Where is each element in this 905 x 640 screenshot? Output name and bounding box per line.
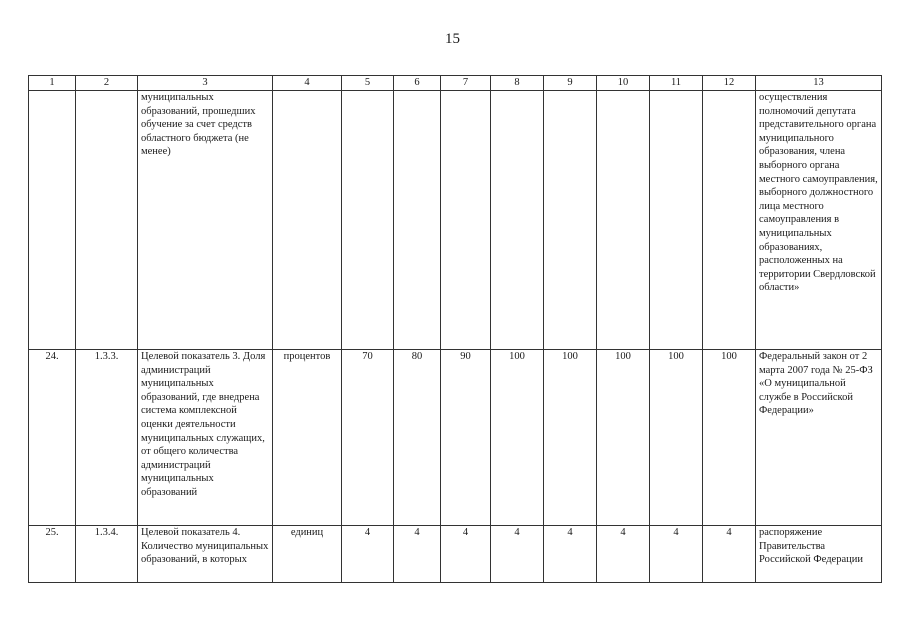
row-unit: единиц xyxy=(273,526,342,583)
row-code: 1.3.4. xyxy=(76,526,138,583)
column-number: 9 xyxy=(544,76,597,91)
row-value: 80 xyxy=(394,350,441,526)
row-value: 100 xyxy=(703,350,756,526)
row-unit xyxy=(273,91,342,350)
column-number: 10 xyxy=(597,76,650,91)
row-value: 4 xyxy=(597,526,650,583)
column-number: 3 xyxy=(138,76,273,91)
column-number: 11 xyxy=(650,76,703,91)
row-value xyxy=(441,91,491,350)
row-code xyxy=(76,91,138,350)
row-value: 4 xyxy=(703,526,756,583)
row-description: Целевой показатель 4. Количество муниципальных образований, в которых xyxy=(138,526,273,583)
row-value: 100 xyxy=(491,350,544,526)
indicators-table xyxy=(28,75,882,583)
row-value xyxy=(597,91,650,350)
row-basis: распоряжение Правительства Российской Федерации xyxy=(756,526,882,583)
row-code: 1.3.3. xyxy=(76,350,138,526)
column-number: 7 xyxy=(441,76,491,91)
row-description: муниципальных образований, прошедших обучение за счет средств областного бюджета (не менее) xyxy=(138,91,273,350)
row-description: Целевой показатель 3. Доля администраций муниципальных образований, где внедрена система комплексной оценки деятельности муниципальных служащих, от общего количества администраций муниципальных образований xyxy=(138,350,273,526)
column-number: 8 xyxy=(491,76,544,91)
row-value xyxy=(544,91,597,350)
row-unit: процентов xyxy=(273,350,342,526)
column-number: 5 xyxy=(342,76,394,91)
column-number: 2 xyxy=(76,76,138,91)
row-value: 100 xyxy=(544,350,597,526)
column-number: 1 xyxy=(29,76,76,91)
row-value: 4 xyxy=(544,526,597,583)
column-number: 12 xyxy=(703,76,756,91)
row-number xyxy=(29,91,76,350)
row-value: 100 xyxy=(597,350,650,526)
row-value: 4 xyxy=(650,526,703,583)
row-basis: осуществления полномочий депутата представительного органа муниципального образования, члена выборного органа местного самоуправления, выборного должностного лица местного самоуправления в муниципальных образованиях, расположенных на территории Свердловской области» xyxy=(756,91,882,350)
column-number: 13 xyxy=(756,76,882,91)
table-row xyxy=(29,350,882,526)
row-basis: Федеральный закон от 2 марта 2007 года № 25-ФЗ «О муниципальной службе в Российской Федерации» xyxy=(756,350,882,526)
table-header-row xyxy=(29,76,882,91)
column-number: 6 xyxy=(394,76,441,91)
table-row xyxy=(29,526,882,583)
row-value: 70 xyxy=(342,350,394,526)
row-value xyxy=(650,91,703,350)
table-row xyxy=(29,91,882,350)
row-value: 4 xyxy=(491,526,544,583)
row-value xyxy=(703,91,756,350)
row-number: 25. xyxy=(29,526,76,583)
page-number: 15 xyxy=(445,31,460,47)
row-value xyxy=(394,91,441,350)
row-value: 4 xyxy=(394,526,441,583)
row-value: 100 xyxy=(650,350,703,526)
row-value: 90 xyxy=(441,350,491,526)
row-value: 4 xyxy=(441,526,491,583)
row-number: 24. xyxy=(29,350,76,526)
row-value xyxy=(342,91,394,350)
row-value xyxy=(491,91,544,350)
column-number: 4 xyxy=(273,76,342,91)
row-value: 4 xyxy=(342,526,394,583)
